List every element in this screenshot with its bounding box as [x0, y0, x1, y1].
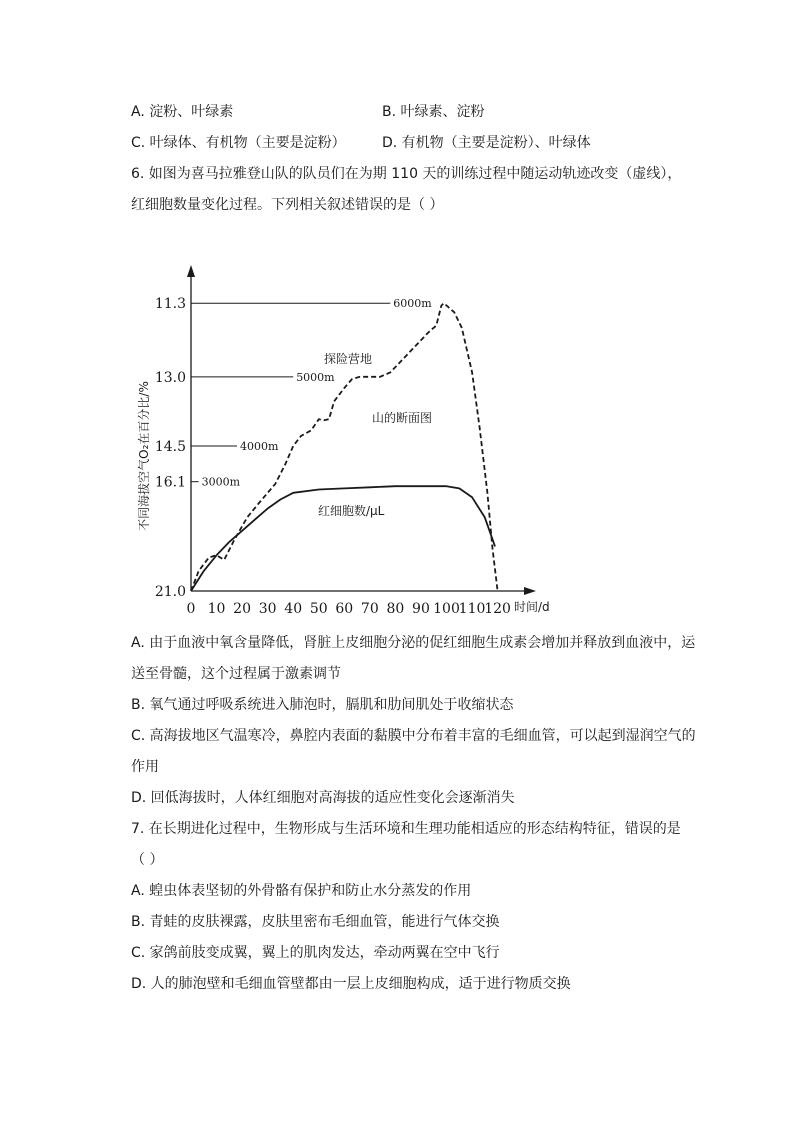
q5-option-a: A. 淀粉、叶绿素 [131, 104, 234, 120]
q6-option-d: D. 回低海拔时，人体红细胞对高海拔的适应性变化会逐渐消失 [131, 790, 515, 806]
chart-axes [187, 265, 536, 595]
x-tick-label: 100 [433, 601, 460, 617]
x-tick-label: 120 [484, 601, 511, 617]
x-tick-label: 10 [207, 601, 226, 617]
x-axis-arrow [524, 587, 536, 595]
y-tick-label: 21.0 [154, 584, 186, 600]
altitude-label: 3000m [201, 475, 241, 489]
x-tick-label: 50 [309, 601, 328, 617]
annotation-profile: 山的断面图 [372, 411, 433, 425]
y-axis-label: 不同海拔空气O₂在百分比/% [137, 381, 151, 531]
y-tick-label: 13.0 [154, 369, 186, 386]
q7-stem-line1: 7. 在长期进化过程中，生物形成与生活环境和生理功能相适应的形态结构特征，错误的是 [131, 821, 681, 837]
x-tick-label: 80 [386, 601, 405, 617]
q7-option-d: D. 人的肺泡壁和毛细血管壁都由一层上皮细胞构成，适于进行物质交换 [131, 976, 571, 992]
x-tick-label: 30 [258, 601, 277, 617]
annotation-camp: 探险营地 [324, 352, 373, 366]
x-axis-label: 时间/d [514, 600, 550, 614]
q7-option-b: B. 青蛙的皮肤裸露，皮肤里密布毛细血管，能进行气体交换 [131, 914, 500, 930]
altitude-label: 4000m [239, 440, 279, 453]
x-tick-label: 90 [412, 601, 430, 617]
x-tick-label: 20 [233, 601, 252, 617]
annotation-rbc: 红细胞数/μL [318, 504, 385, 518]
chart-labels [136, 296, 550, 617]
altitude-guide-lines [191, 303, 390, 481]
q7-stem-line2: （ ） [131, 852, 164, 868]
altitude-label: 5000m [296, 370, 335, 384]
y-tick-label: 16.1 [154, 474, 186, 491]
q6-option-a-line1: A. 由于血液中氧含量降低，肾脏上皮细胞分泌的促红细胞生成素会增加并释放到血液中，运 [131, 635, 696, 651]
x-tick-label: 110 [458, 601, 486, 617]
rbc-count-line [191, 486, 495, 591]
mountain-profile-line [191, 303, 498, 591]
y-tick-label: 14.5 [154, 439, 186, 455]
q5-option-c: C. 叶绿体、有机物（主要是淀粉） [131, 135, 346, 151]
q5-option-b: B. 叶绿素、淀粉 [382, 104, 485, 120]
q6-option-a-line2: 送至骨髓，这个过程属于激素调节 [131, 666, 341, 682]
x-tick-label: 40 [284, 601, 303, 617]
q7-option-a: A. 蝗虫体表坚韧的外骨骼有保护和防止水分蒸发的作用 [131, 883, 472, 899]
q6-option-c-line1: C. 高海拔地区气温寒冷，鼻腔内表面的黏膜中分布着丰富的毛细血管，可以起到湿润空气的 [131, 728, 696, 744]
q7-option-c: C. 家鸽前肢变成翼，翼上的肌肉发达，牵动两翼在空中飞行 [131, 945, 500, 961]
y-tick-label: 11.3 [154, 296, 186, 313]
altitude-rbc-chart [120, 255, 560, 625]
q5-option-d: D. 有机物（主要是淀粉）、叶绿体 [382, 135, 591, 151]
q6-option-b: B. 氧气通过呼吸系统进入肺泡时，膈肌和肋间肌处于收缩状态 [131, 697, 514, 713]
x-tick-label: 60 [335, 601, 354, 617]
q6-option-c-line2: 作用 [131, 759, 159, 775]
chart-series [191, 303, 498, 591]
x-tick-label: 0 [186, 601, 196, 617]
x-tick-label: 70 [360, 601, 379, 617]
altitude-label: 6000m [393, 297, 432, 311]
q6-stem-line1: 6. 如图为喜马拉雅登山队的队员们在为期 110 天的训练过程中随运动轨迹改变（虚线）， [131, 166, 682, 182]
y-axis-arrow [187, 265, 195, 277]
q6-stem-line2: 红细胞数量变化过程。下列相关叙述错误的是（ ） [131, 197, 444, 213]
